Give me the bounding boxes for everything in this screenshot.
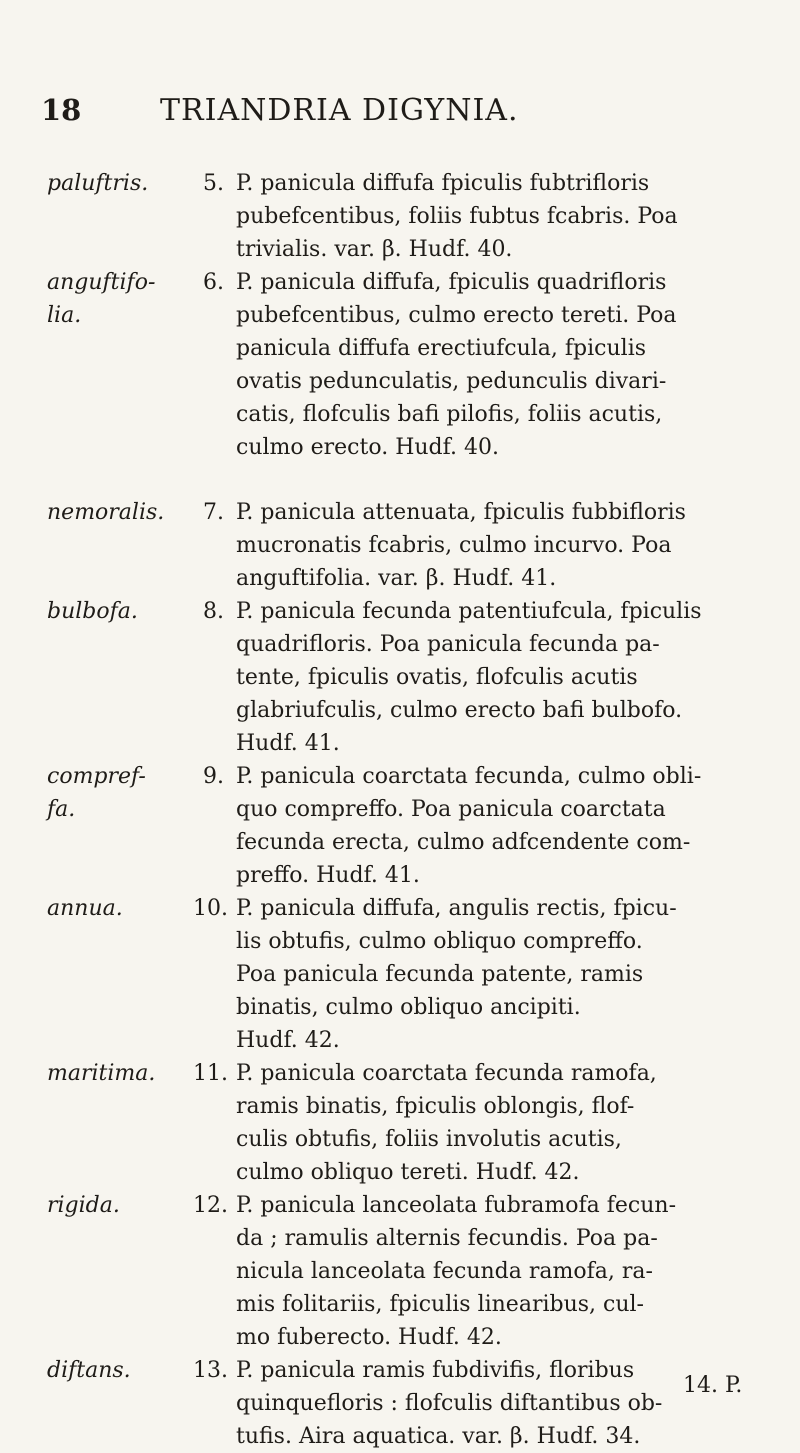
description-line: P. panicula diffufa, angulis rectis, fpicu- bbox=[236, 896, 677, 921]
epithet-line: compref- bbox=[47, 764, 146, 789]
description-line: lis obtufis, culmo obliquo compreffo. bbox=[236, 929, 643, 954]
description-line: quinquefloris : flofculis diftantibus ob- bbox=[236, 1391, 663, 1416]
description-line: P. panicula coarctata fecunda, culmo obli- bbox=[236, 764, 702, 789]
description-line: mucronatis fcabris, culmo incurvo. Poa bbox=[236, 533, 672, 558]
epithet-line: diftans. bbox=[47, 1358, 131, 1383]
description-line: Hudf. 41. bbox=[236, 731, 340, 756]
description-line: P. panicula coarctata fecunda ramofa, bbox=[236, 1061, 657, 1086]
description-line: panicula diffufa erectiufcula, fpiculis bbox=[236, 336, 647, 361]
description-line: P. panicula attenuata, fpiculis fubbifloris bbox=[236, 500, 686, 525]
epithet-line: bulbofa. bbox=[47, 599, 138, 624]
description-line: preffo. Hudf. 41. bbox=[236, 863, 420, 888]
page-header bbox=[0, 93, 800, 141]
running-head: TRIANDRIA DIGYNIA. bbox=[160, 93, 519, 128]
species-epithet bbox=[47, 266, 207, 332]
entry-number: 6. bbox=[203, 270, 224, 295]
description-line: tufis. Aira aquatica. var. β. Hudf. 34. bbox=[236, 1424, 641, 1449]
description-line: P. panicula diffufa, fpiculis quadrifloris bbox=[236, 270, 667, 295]
entry-number: 12. bbox=[193, 1193, 228, 1218]
species-epithet bbox=[47, 892, 207, 925]
description-line: da ; ramulis alternis fecundis. Poa pa- bbox=[236, 1226, 658, 1251]
epithet-line: fa. bbox=[47, 797, 76, 822]
description-line: anguftifolia. var. β. Hudf. 41. bbox=[236, 566, 557, 591]
entry-description bbox=[236, 1189, 782, 1354]
description-line: binatis, culmo obliquo ancipiti. bbox=[236, 995, 581, 1020]
species-epithet bbox=[47, 496, 207, 529]
description-line: mo fuberecto. Hudf. 42. bbox=[236, 1325, 502, 1350]
description-line: catis, flofculis bafi pilofis, foliis acutis, bbox=[236, 402, 663, 427]
epithet-line: annua. bbox=[47, 896, 123, 921]
epithet-line: paluftris. bbox=[47, 171, 149, 196]
entry-description bbox=[236, 167, 782, 266]
description-line: glabriufculis, culmo erecto bafi bulbofo. bbox=[236, 698, 683, 723]
entry-description bbox=[236, 496, 782, 595]
entry-description bbox=[236, 760, 782, 892]
description-line: pubefcentibus, foliis fubtus fcabris. Poa bbox=[236, 204, 678, 229]
entry-number: 5. bbox=[203, 171, 224, 196]
epithet-line: rigida. bbox=[47, 1193, 120, 1218]
page-number: 18 bbox=[41, 93, 82, 127]
description-line: fecunda erecta, culmo adfcendente com- bbox=[236, 830, 691, 855]
description-line: tente, fpiculis ovatis, flofculis acutis bbox=[236, 665, 638, 690]
catchword: 14. P. bbox=[683, 1373, 743, 1398]
description-line: P. panicula diffufa fpiculis fubtrifloris bbox=[236, 171, 650, 196]
species-epithet bbox=[47, 595, 207, 628]
entry-number: 8. bbox=[203, 599, 224, 624]
epithet-line: anguftifo- bbox=[47, 270, 156, 295]
epithet-line: lia. bbox=[47, 303, 82, 328]
epithet-line: maritima. bbox=[47, 1061, 156, 1086]
description-line: P. panicula lanceolata fubramofa fecun- bbox=[236, 1193, 677, 1218]
description-line: ovatis pedunculatis, pedunculis divari- bbox=[236, 369, 667, 394]
species-epithet bbox=[47, 1354, 207, 1387]
description-line: trivialis. var. β. Hudf. 40. bbox=[236, 237, 513, 262]
entry-number: 9. bbox=[203, 764, 224, 789]
entry-description bbox=[236, 595, 782, 760]
description-line: culis obtufis, foliis involutis acutis, bbox=[236, 1127, 622, 1152]
entry-description bbox=[236, 266, 782, 464]
description-line: Poa panicula fecunda patente, ramis bbox=[236, 962, 644, 987]
description-line: mis folitariis, fpiculis linearibus, cul- bbox=[236, 1292, 644, 1317]
description-line: pubefcentibus, culmo erecto tereti. Poa bbox=[236, 303, 677, 328]
entry-number: 11. bbox=[193, 1061, 228, 1086]
description-line: nicula lanceolata fecunda ramofa, ra- bbox=[236, 1259, 653, 1284]
entry-number: 7. bbox=[203, 500, 224, 525]
description-line: P. panicula ramis fubdivifis, floribus bbox=[236, 1358, 635, 1383]
species-epithet bbox=[47, 1057, 207, 1090]
description-line: ramis binatis, fpiculis oblongis, flof- bbox=[236, 1094, 635, 1119]
description-line: quadrifloris. Poa panicula fecunda pa- bbox=[236, 632, 660, 657]
entry-description bbox=[236, 1354, 782, 1453]
species-epithet bbox=[47, 1189, 207, 1222]
entry-number: 10. bbox=[193, 896, 228, 921]
entry-description bbox=[236, 892, 782, 1057]
entry-number: 13. bbox=[193, 1358, 228, 1383]
description-line: P. panicula fecunda patentiufcula, fpiculis bbox=[236, 599, 702, 624]
description-line: culmo erecto. Hudf. 40. bbox=[236, 435, 499, 460]
description-line: Hudf. 42. bbox=[236, 1028, 340, 1053]
entry-description bbox=[236, 1057, 782, 1189]
species-epithet bbox=[47, 167, 207, 200]
description-line: culmo obliquo tereti. Hudf. 42. bbox=[236, 1160, 580, 1185]
species-epithet bbox=[47, 760, 207, 826]
epithet-line: nemoralis. bbox=[47, 500, 165, 525]
description-line: quo compreffo. Poa panicula coarctata bbox=[236, 797, 666, 822]
